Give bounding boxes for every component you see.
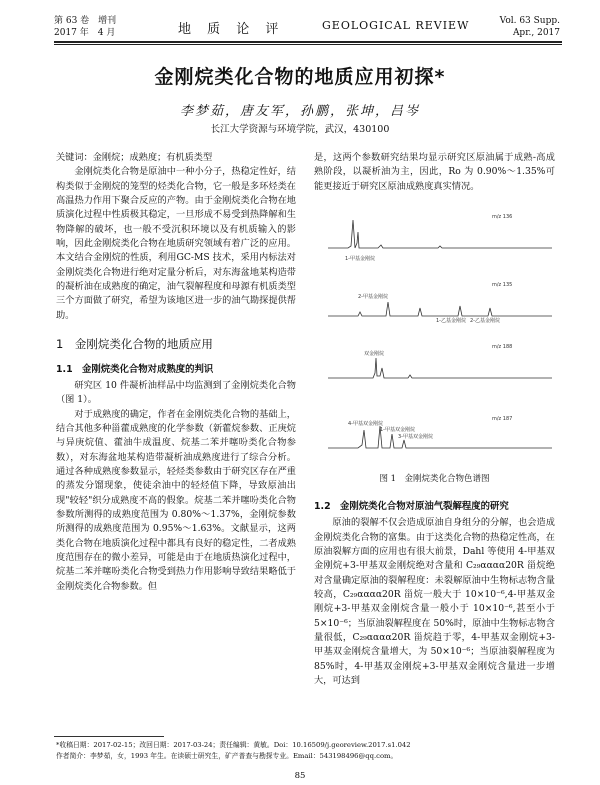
peak-label-1-methyl-adamantane: 1-甲基金刚烷 [345,256,375,262]
section-1-1-heading: 1.1 金刚烷类化合物对成熟度的判识 [56,364,214,376]
peak-label-3-methyl-diamantane: 3-甲基双金刚烷 [398,434,433,440]
header-volume: 第 63 卷 增刊 [54,16,117,26]
peak-label-2-methyl-adamantane: 2-甲基金刚烷 [358,294,388,300]
trace-label-mz136: m/z 136 [492,214,513,220]
footnote-received: *收稿日期：2017-02-15；改回日期：2017-03-24；责任编辑：黄敏。Doi：10.16509/j.georeview.2017.s1.042 [56,741,411,749]
peak-label-2-ethyl-adamantane: 2-乙基金刚烷 [470,318,500,324]
header-volume-en: Vol. 63 Supp. [499,16,560,26]
section-1-heading: 1 金刚烷类化合物的地质应用 [56,337,213,352]
header-journal-cn: 地 质 论 评 [178,22,285,37]
section-1-2-heading: 1.2 金刚烷类化合物对原油气裂解程度的研究 [314,501,509,512]
footnote-author-bio: 作者简介：李梦茹，女，1993 年生。在读硕士研究生，矿产普查与勘探专业。Email：543198496@qq.com。 [56,752,398,760]
header-journal-en: GEOLOGICAL REVIEW [322,19,470,32]
keywords: 关键词：金刚烷；成熟度；有机质类型 [56,152,213,163]
header-rule [54,41,562,43]
article-title: 金刚烷类化合物的地质应用初探* [154,66,446,88]
peak-label-4-methyl-diamantane: 4-甲基双金刚烷 [348,421,383,427]
sample-paragraph: 研究区 10 件凝析油样品中均监测到了金刚烷类化合物（图 1）。 [56,379,296,406]
page-number: 85 [294,771,306,781]
trace-label-mz135: m/z 135 [492,282,513,288]
peak-label-1-ethyl-adamantane: 1-乙基金刚烷 [436,318,466,324]
article-affiliation: 长江大学资源与环境学院，武汉，430100 [210,124,390,135]
right-column-top [314,151,555,194]
trace-label-mz188: m/z 188 [492,344,513,350]
article-authors: 李梦茹，唐友军，孙鹏，张坤，吕岑 [179,104,420,119]
left-column [56,151,296,594]
trace-mz135 [328,302,552,316]
intro-paragraph: 金刚烷类化合物是原油中一种小分子，热稳定性好，结构类似于金刚烷的笼型的烃类化合物，它一般是多环烃类在高温热力作用下聚合反应的产物。由于金刚烷类化合物在地质演化过程中性质极其稳定，一旦形成不易受到热降解和生物降解的破坏，也一般不受沉积环境以及有机质输入的影响，因此金刚烷类化合物在地质研究领域有着广泛的应用。本文结合金刚烷的性质，利用GC-MS 技术，采用内标法对金刚烷类化合物进行绝对定量分析后，对东海盆地某构造带的凝析油在成熟度的确定，油气裂解程度和母源有机质类型三个方面做了研究，希望为该地区进一步的油气勘探提供帮助。 [56,166,296,321]
peak-label-1-methyl-diamantane: 1-甲基双金刚烷 [380,427,415,433]
trace-mz136 [328,220,552,248]
header-rule-thin [54,44,562,45]
figure-1-chromatogram [318,208,556,470]
figure-1-caption: 图 1 金刚烷类化合物色谱图 [379,474,490,484]
trace-mz187 [328,426,552,448]
trace-label-mz187: m/z 187 [492,416,513,422]
peak-label-diamantane: 双金刚烷 [364,351,385,357]
header-date-en: Apr., 2017 [512,28,560,38]
right-top-paragraph: 是，这两个参数研究结果均显示研究区原油属于成熟-高成熟阶段，以凝析油为主，因此，Ro 为 0.90%～1.35%可能更接近于研究区原油成熟度真实情况。 [314,152,555,192]
cracking-paragraph: 原油的裂解不仅会造成原油自身组分的分解，也会造成金刚烷类化合物的富集。由于这类化合物的热稳定性高，在原油裂解方面的应用也有很大前景，Dahl 等使用 4-甲基双金刚烷+3-甲基双金刚烷绝对含量和 C₂₉αααα20R 甾烷绝对含量确定原油的裂解程度：未裂解原油中生物标志物含量较高，C₂₉αααα20R 甾烷一般大于 10×10⁻⁶,4-甲基双金刚烷+3-甲基双金刚烷含量一般小于 10×10⁻⁶,甚至小于 5×10⁻⁶；当原油裂解程度在 50%时，原油中生物标志物含量很低，C₂₉αααα20R 甾烷趋于零，4-甲基双金刚烷+3-甲基双金刚烷含量增大，为 50×10⁻⁶；当原油裂解程度为 85%时，4-甲基双金刚烷+3-甲基双金刚烷含量进一步增大，可达到 [314,517,555,687]
trace-mz188 [328,358,552,378]
right-column-lower [314,500,555,688]
maturity-paragraph: 对于成熟度的确定，作者在金刚烷类化合物的基础上，结合其他多种甾藿成熟度的化学参数（新藿烷参数、正庚烷与异庚烷值、藿油牛成温度、烷基二苯并噻吩类化合物参数），对东海盆地某构造带凝析油成熟度进行了综合分析。通过各种成熟度参数显示，轻烃类参数由于研究区存在严重的蒸发分馏现象，使徒余油中的轻烃值下降，导致原油出现"较轻"织分成熟度不高的假象。烷基二苯并噻吩类化合物参数所测得的成熟度范围为 0.80%～1.37%，金刚烷参数所测得的成熟度范围为 0.95%～1.63%。文献显示，这两类化合物在地质演化过程中都具有良好的稳定性，二者成熟度范围存在的微小差异，可能是由于在地质热演化过程中，烷基二苯并噻吩类化合物受到热力作用影响导致结果略低于金刚烷类化合物参数。但 [56,408,296,592]
header-date-cn: 2017 年 4 月 [54,28,116,38]
footnote-rule [54,736,164,737]
